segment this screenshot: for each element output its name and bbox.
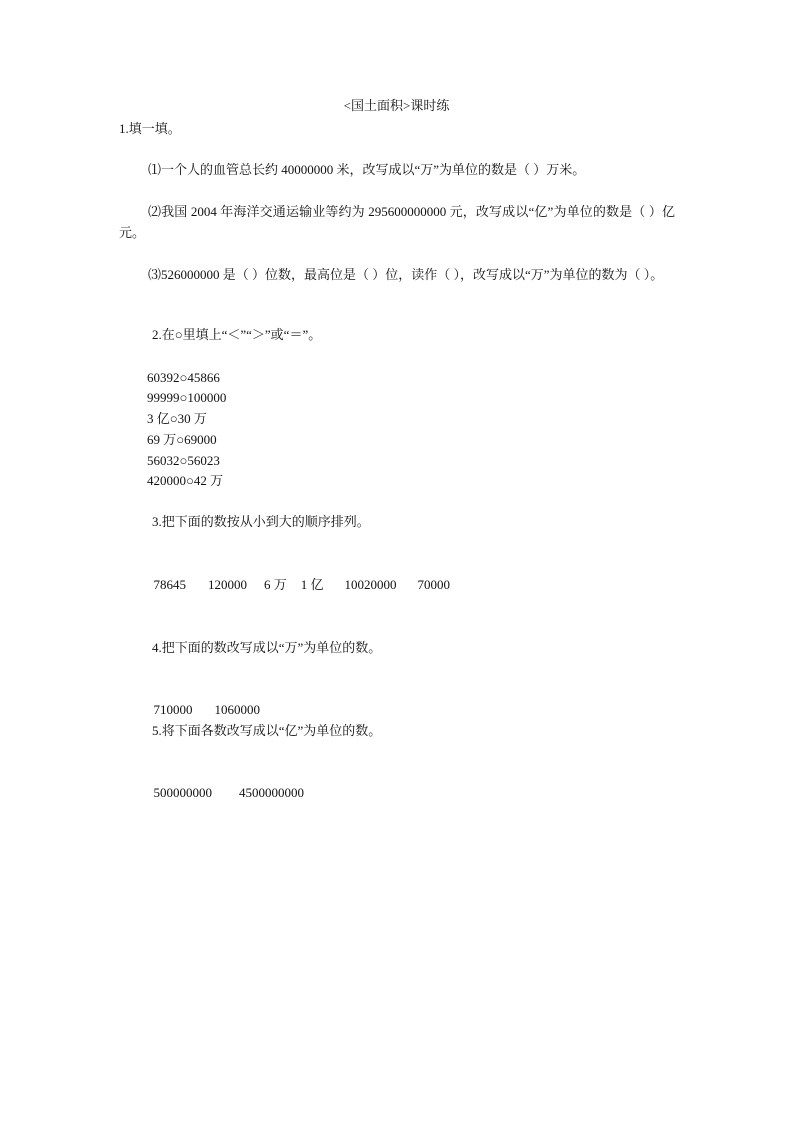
- q4-heading: 4.把下面的数改写成以“万”为单位的数。: [152, 640, 382, 655]
- q1-item-2: ⑵我国 2004 年海洋交通运输业等约为 295600000000 元，改写成以“亿”为单位的数是（ ）亿元。: [119, 204, 675, 240]
- q2-item: 99999○100000: [147, 390, 227, 405]
- q3-number: 70000: [417, 577, 451, 592]
- q2-item: 3 亿○30 万: [147, 411, 207, 426]
- q2-item: 56032○56023: [147, 453, 220, 468]
- q2-item: 69 万○69000: [147, 432, 217, 447]
- q2-item: 60392○45866: [147, 370, 220, 385]
- q1-item-1: ⑴一个人的血管总长约 40000000 米，改写成以“万”为单位的数是（ ）万米。: [148, 162, 586, 177]
- q4-number-list: [147, 680, 260, 720]
- q5-number-list: [147, 763, 304, 803]
- q3-heading: 3.把下面的数按从小到大的顺序排列。: [152, 514, 370, 529]
- q5-heading: 5.将下面各数改写成以“亿”为单位的数。: [152, 723, 382, 738]
- q3-number: 78645: [153, 577, 186, 592]
- q3-number: 10020000: [344, 577, 397, 592]
- page-title: <国土面积>课时练: [343, 98, 450, 113]
- q1-item-3: ⑶526000000 是（ ）位数，最高位是（ ）位，读作（ ），改写成以“万”为单位的数为（ ）。: [148, 267, 664, 282]
- q3-number: 1 亿: [300, 577, 324, 592]
- q2-item: 420000○42 万: [147, 473, 224, 488]
- q1-heading: 1.填一填。: [119, 121, 181, 136]
- q2-heading: 2.在○里填上“＜”“＞”或“＝”。: [152, 327, 322, 342]
- q5-number: 4500000000: [239, 785, 304, 800]
- q3-number: 6 万: [264, 577, 287, 592]
- q3-number: 120000: [208, 577, 247, 592]
- q4-number: 1060000: [214, 702, 260, 717]
- q5-number: 500000000: [153, 785, 212, 800]
- q4-number: 710000: [153, 702, 193, 717]
- q3-number-list: [147, 555, 450, 595]
